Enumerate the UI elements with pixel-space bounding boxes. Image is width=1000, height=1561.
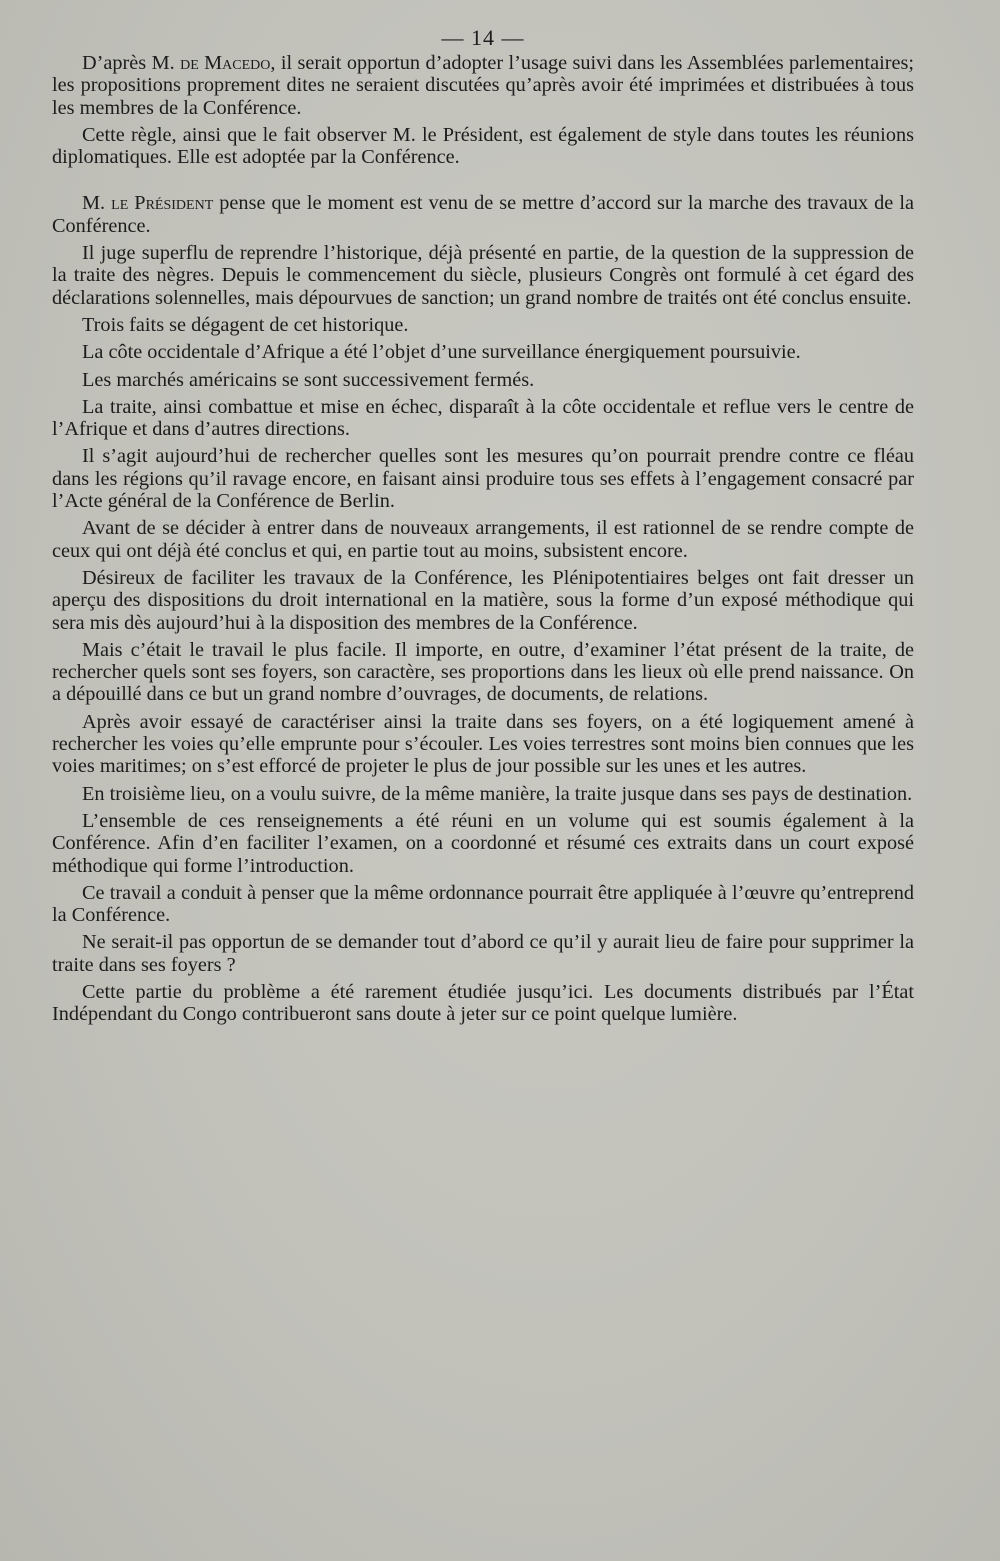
paragraph: Il s’agit aujourd’hui de rechercher quelles sont les mesures qu’on pourrait prendre contre ce fléau dans les régions qu’il ravage encore, en faisant ainsi produire tous ses effets à l’engagement consacré par l’Acte général de la Conférence de Berlin. (52, 445, 914, 513)
paragraph: Cette règle, ainsi que le fait observer M. le Président, est également de style dans toutes les réunions diplomatiques. Elle est adoptée par la Conférence. (52, 123, 914, 169)
paragraph-text: pense que le moment est venu de se mettre d’accord sur la marche des travaux de la Conférence. (52, 192, 914, 237)
paragraph: L’ensemble de ces renseignements a été réuni en un volume qui est soumis également à la Conférence. Afin d’en faciliter l’examen, on a coordonné et résumé ces extraits dans un court exposé méthodique qui forme l’introduction. (52, 809, 914, 877)
paragraph: Cette partie du problème a été rarement étudiée jusqu’ici. Les documents distribués par l’État Indépendant du Congo contribueront sans doute à jeter sur ce point quelque lumière. (52, 980, 914, 1026)
paragraph-president (52, 192, 914, 237)
paragraph: Ce travail a conduit à penser que la même ordonnance pourrait être appliquée à l’œuvre qu’entreprend la Conférence. (52, 881, 914, 927)
paragraph-text: , il serait opportun d’adopter l’usage suivi dans les Assemblées parlementaires; les propositions proprement dites ne seraient discutées qu’après avoir été imprimées et distribuées à tous les membres de la Conférence. (52, 52, 914, 119)
paragraph: Les marchés américains se sont successivement fermés. (82, 368, 535, 391)
paragraph-lead: D’après M. (82, 52, 181, 74)
paragraph: Trois faits se dégagent de cet historique. (82, 313, 409, 336)
paragraph: Après avoir essayé de caractériser ainsi la traite dans ses foyers, on a été logiquement amené à rechercher les voies qu’elle emprunte pour s’écouler. Les voies terrestres sont moins bien connues que les voies maritimes; on s’est efforcé de projeter le plus de jour possible sur les unes et les autres. (52, 710, 914, 778)
paragraph-macedo (52, 52, 914, 119)
paragraph: En troisième lieu, on a voulu suivre, de la même manière, la traite jusque dans ses pays de destination. (82, 782, 913, 805)
paragraph: Avant de se décider à entrer dans de nouveaux arrangements, il est rationnel de se rendre compte de ceux qui ont déjà été conclus et qui, en partie tout au moins, subsistent encore. (52, 517, 914, 562)
paragraph: Il juge superflu de reprendre l’historique, déjà présenté en partie, de la question de la suppression de la traite des nègres. Depuis le commencement du siècle, plusieurs Congrès ont formulé à cet égard des déclarations solennelles, mais dépourvues de sanction; un grand nombre de traités ont été conclus ensuite. (52, 242, 914, 309)
paragraph: Ne serait-il pas opportun de se demander tout d’abord ce qu’il y aurait lieu de faire pour supprimer la traite dans ses foyers ? (52, 931, 914, 976)
paragraph-lead: M. (82, 192, 112, 215)
paragraph: Mais c’était le travail le plus facile. Il importe, en outre, d’examiner l’état présent de la traite, de rechercher quels sont ses foyers, son caractère, ses proportions dans les lieux où elle prend naissance. On a dépouillé dans ce but un grand nombre d’ouvrages, de documents, de relations. (52, 638, 914, 706)
paragraph: Désireux de faciliter les travaux de la Conférence, les Plénipotentiaires belges ont fait dresser un aperçu des dispositions du droit international en la matière, sous la forme d’un exposé méthodique qui sera mis dès aujourd’hui à la disposition des membres de la Conférence. (52, 566, 914, 634)
speaker-name: de Macedo (180, 52, 271, 74)
page-number: — 14 — (441, 25, 525, 50)
page-body (52, 25, 914, 1031)
paragraph: La traite, ainsi combattue et mise en échec, disparaît à la côte occidentale et reflue vers le centre de l’Afrique et dans d’autres directions. (52, 395, 914, 441)
speaker-name: le Président (111, 192, 214, 215)
paragraph: La côte occidentale d’Afrique a été l’objet d’une surveillance énergiquement poursuivie. (82, 341, 801, 364)
